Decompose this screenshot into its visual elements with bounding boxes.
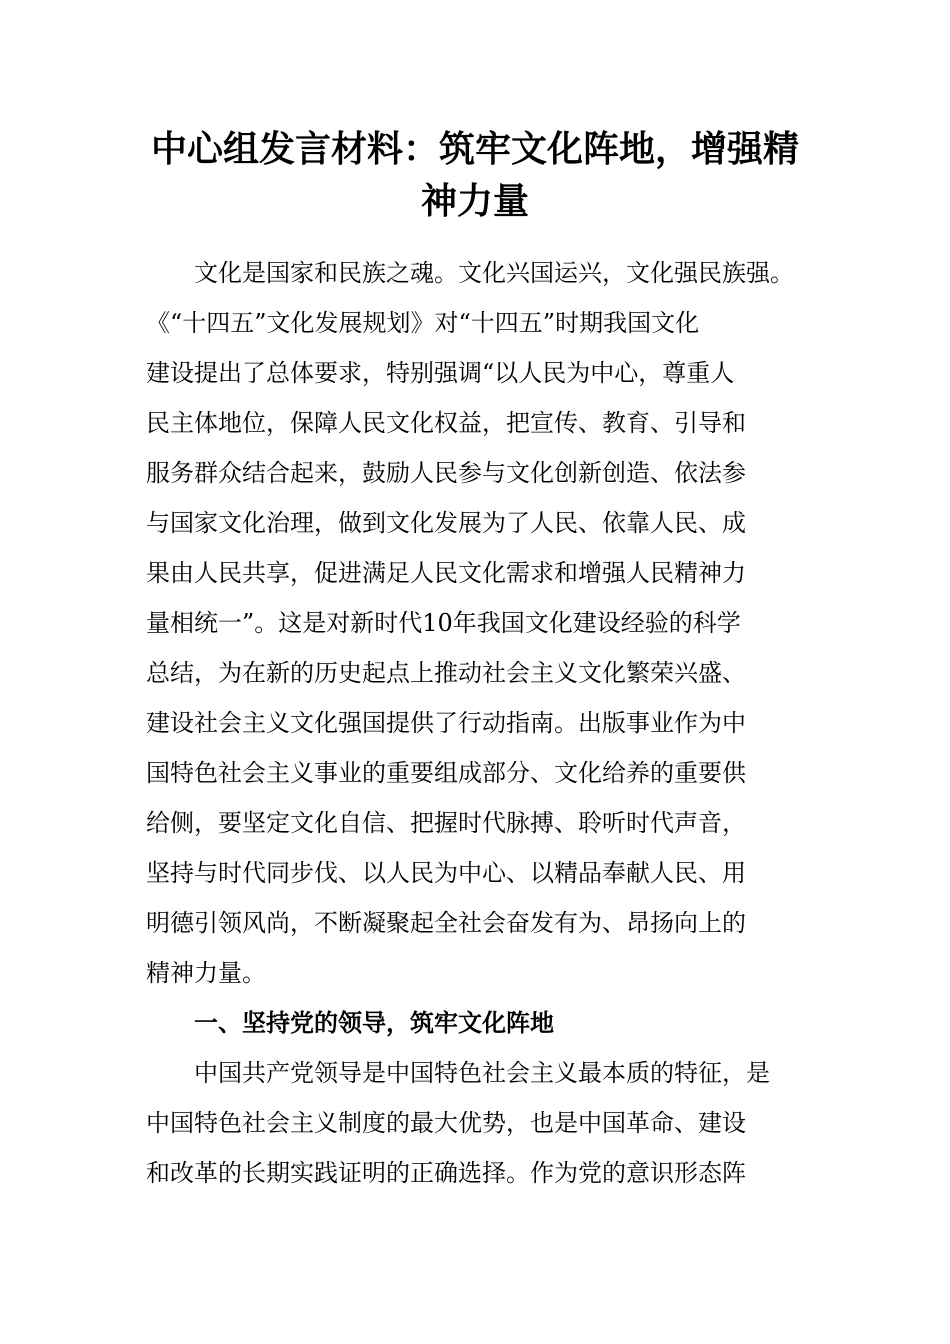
- document-title-line-1: 中心组发言材料：筑牢文化阵地，增强精: [150, 128, 799, 170]
- paragraph-1-line-8: 量相统一”。这是对新时代10年我国文化建设经验的科学: [146, 609, 741, 637]
- paragraph-1-line-9: 总结，为在新的历史起点上推动社会主义文化繁荣兴盛、: [146, 659, 746, 687]
- paragraph-1-line-4: 民主体地位，保障人民文化权益，把宣传、教育、引导和: [146, 409, 746, 437]
- document-title-line-2: 神力量: [420, 180, 529, 222]
- paragraph-1-line-2: 《“十四五”文化发展规划》对“十四五”时期我国文化: [146, 309, 700, 337]
- paragraph-1-line-10: 建设社会主义文化强国提供了行动指南。出版事业作为中: [146, 709, 746, 737]
- paragraph-1-line-13: 坚持与时代同步伐、以人民为中心、以精品奉献人民、用: [146, 859, 746, 887]
- paragraph-2-line-1: 中国共产党领导是中国特色社会主义最本质的特征，是: [194, 1059, 770, 1087]
- paragraph-1-line-11: 国特色社会主义事业的重要组成部分、文化给养的重要供: [146, 759, 746, 787]
- paragraph-1-line-6: 与国家文化治理，做到文化发展为了人民、依靠人民、成: [146, 509, 746, 537]
- paragraph-1-line-15: 精神力量。: [146, 959, 266, 987]
- paragraph-2-line-3: 和改革的长期实践证明的正确选择。作为党的意识形态阵: [146, 1159, 746, 1187]
- paragraph-1-line-5: 服务群众结合起来，鼓励人民参与文化创新创造、依法参: [146, 459, 746, 487]
- paragraph-1-line-1: 文化是国家和民族之魂。文化兴国运兴，文化强民族强。: [194, 259, 794, 287]
- section-heading-1: 一、坚持党的领导，筑牢文化阵地: [194, 1008, 554, 1037]
- paragraph-2-line-2: 中国特色社会主义制度的最大优势，也是中国革命、建设: [146, 1109, 746, 1137]
- paragraph-1-line-14: 明德引领风尚，不断凝聚起全社会奋发有为、昂扬向上的: [146, 909, 746, 937]
- paragraph-1-line-7: 果由人民共享，促进满足人民文化需求和增强人民精神力: [146, 559, 746, 587]
- paragraph-1-line-12: 给侧，要坚定文化自信、把握时代脉搏、聆听时代声音，: [146, 809, 746, 837]
- paragraph-1-line-3: 建设提出了总体要求，特别强调“以人民为中心，尊重人: [146, 359, 735, 387]
